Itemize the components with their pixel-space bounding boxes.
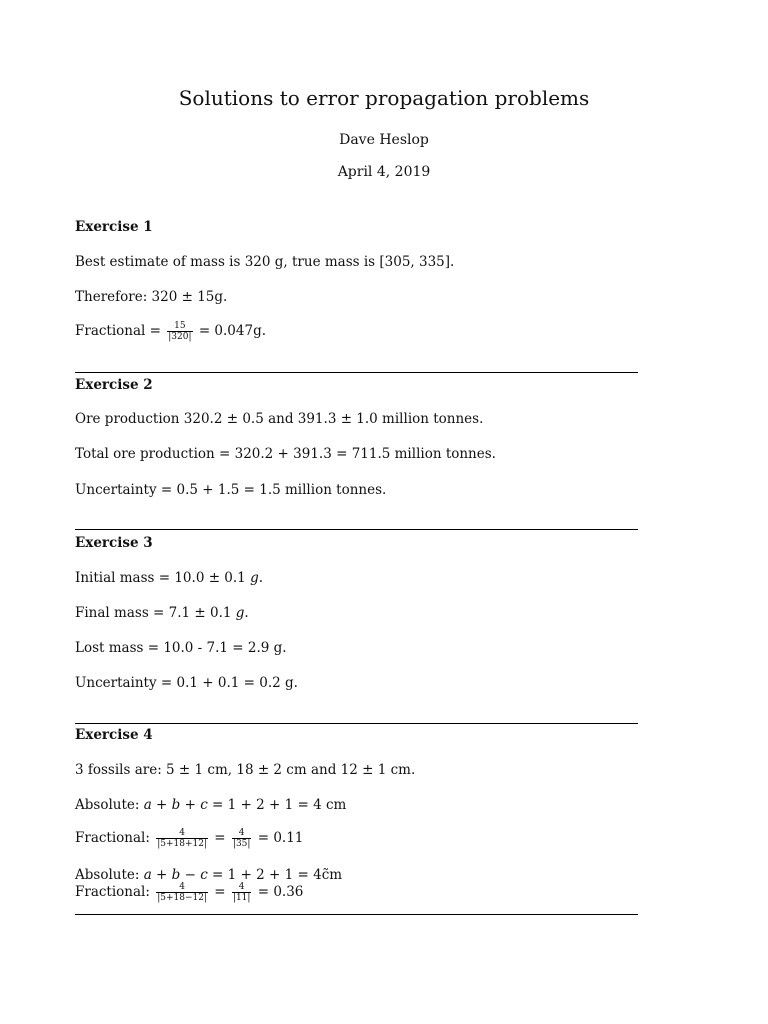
exercise-3-heading: Exercise 3 (75, 535, 153, 551)
fraction (167, 321, 192, 342)
exercise-2-text-2: Total ore production = 320.2 + 391.3 = 711.5 million tonnes. (75, 446, 496, 462)
text-segment: Absolute: (75, 797, 144, 813)
fraction-denominator: |5+18−12| (157, 893, 207, 903)
fraction-numerator: 4 (179, 828, 185, 838)
fraction-numerator: 4 (238, 882, 245, 892)
text-segment: . (244, 605, 249, 621)
document-date: April 4, 2019 (337, 164, 431, 180)
text-segment: = 1 + 2 + 1 = 4 cm (207, 797, 347, 813)
document-author: Dave Heslop (339, 132, 429, 148)
exercise-4-absolute-1 (75, 796, 638, 814)
fraction-denominator: |11| (232, 893, 251, 903)
equals-sign: = (214, 884, 226, 900)
exercise-1 (75, 218, 638, 236)
fraction-numerator: 4 (179, 882, 185, 892)
math-expression: a + b + c (143, 797, 208, 813)
exercise-1-line-3 (75, 321, 638, 342)
math-expression: a + b − c (143, 867, 208, 883)
exercise-2-heading: Exercise 2 (75, 377, 153, 393)
exercise-4-fractional-1 (75, 828, 638, 849)
text-segment: Absolute: (75, 867, 144, 883)
section-divider (75, 529, 638, 530)
exercise-3-line-4 (75, 674, 638, 692)
exercise-4-line-2 (75, 796, 638, 814)
exercise-4-line-3 (75, 828, 638, 849)
fraction-denominator: |35| (232, 839, 251, 849)
exercise-4-fractional-2 (75, 882, 638, 903)
section-divider (75, 372, 638, 373)
text-segment: Final mass = 7.1 ± 0.1 (75, 605, 236, 621)
text-segment: Initial mass = 10.0 ± 0.1 (75, 570, 251, 586)
exercise-4-line-5 (75, 882, 638, 903)
section-divider (75, 914, 638, 915)
variable-g: g (235, 605, 245, 621)
fraction-label: Fractional: (75, 830, 150, 846)
text-segment: = 1 + 2 + 1 = 4c̃m (207, 867, 343, 883)
exercise-1-heading: Exercise 1 (75, 219, 153, 235)
exercise-2-text-1: Ore production 320.2 ± 0.5 and 391.3 ± 1.0 million tonnes. (75, 411, 484, 427)
fraction-result: = 0.047g. (198, 323, 266, 339)
equals-sign: = (214, 830, 226, 846)
fraction (156, 828, 208, 849)
fraction-denominator: |320| (168, 332, 192, 342)
fraction (232, 828, 252, 849)
exercise-3-text-3: Lost mass = 10.0 - 7.1 = 2.9 g. (75, 640, 287, 656)
exercise-1-text-1: Best estimate of mass is 320 g, true mass is [305, 335]. (75, 254, 455, 270)
exercise-3-line-1 (75, 569, 638, 587)
exercise-2-text-3: Uncertainty = 0.5 + 1.5 = 1.5 million tonnes. (75, 482, 387, 498)
exercise-1-fraction-line (75, 321, 638, 342)
exercise-1-text-2: Therefore: 320 ± 15g. (75, 289, 228, 305)
exercise-2-line-3 (75, 481, 638, 499)
fraction-label: Fractional = (75, 323, 161, 339)
exercise-3-line-3 (75, 639, 638, 657)
fraction-denominator: |5+18+12| (157, 839, 207, 849)
exercise-1-line-2 (75, 288, 638, 306)
fraction-result: = 0.36 (257, 884, 304, 900)
exercise-2 (75, 376, 638, 394)
text-segment: . (258, 570, 264, 586)
fraction (232, 882, 252, 903)
exercise-4 (75, 726, 638, 744)
section-divider (75, 723, 638, 724)
exercise-3-text-4: Uncertainty = 0.1 + 0.1 = 0.2 g. (75, 675, 298, 691)
exercise-4-line-1 (75, 761, 638, 779)
exercise-1-line-1 (75, 253, 638, 271)
fraction-result: = 0.11 (257, 830, 304, 846)
exercise-3 (75, 534, 638, 552)
exercise-4-text-1: 3 fossils are: 5 ± 1 cm, 18 ± 2 cm and 12 ± 1 cm. (75, 762, 416, 778)
fraction (156, 882, 208, 903)
fraction-numerator: 4 (238, 828, 245, 838)
exercise-2-line-1 (75, 410, 638, 428)
exercise-2-line-2 (75, 445, 638, 463)
exercise-3-line-2 (75, 604, 638, 622)
exercise-4-heading: Exercise 4 (75, 727, 153, 743)
document-title: Solutions to error propagation problems (178, 86, 590, 110)
fraction-numerator: 15 (174, 321, 186, 331)
exercise-3-text-1 (75, 569, 638, 587)
exercise-3-text-2 (75, 604, 638, 622)
fraction-label: Fractional: (75, 884, 150, 900)
variable-g: g (250, 570, 259, 586)
